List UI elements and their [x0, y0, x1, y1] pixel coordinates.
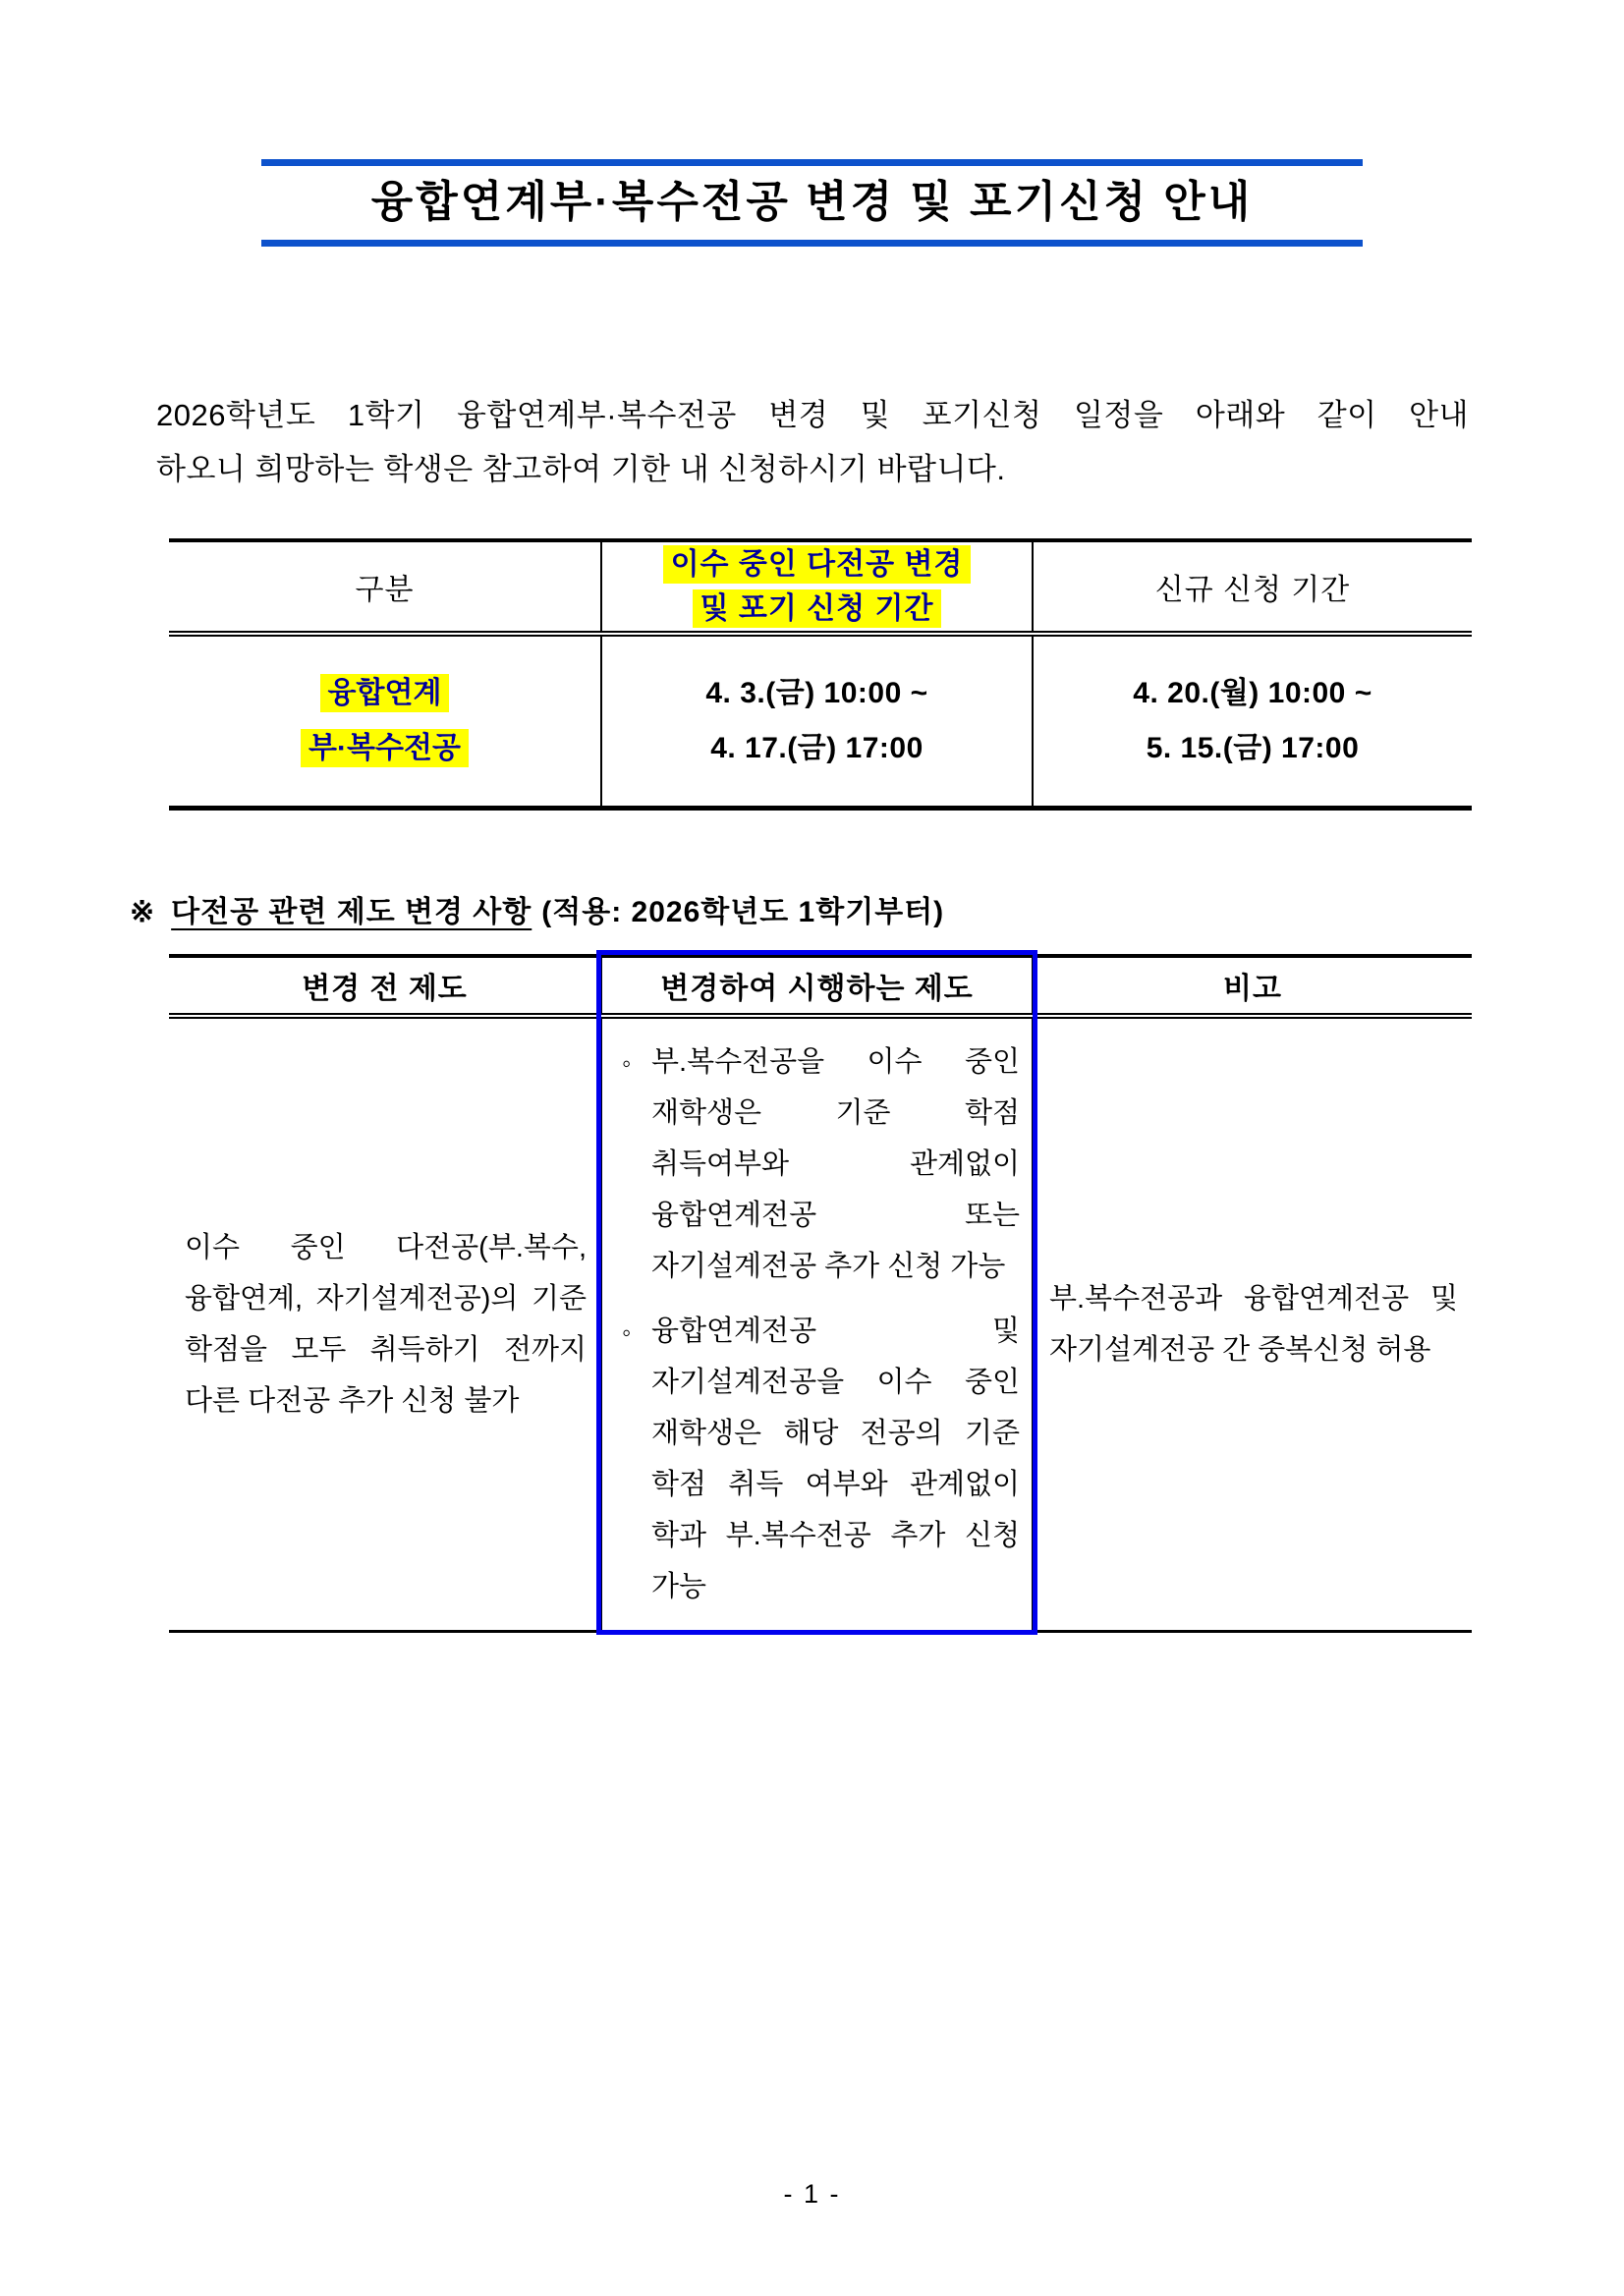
new-period-start: 4. 20.(월) 10:00 ~	[1133, 677, 1372, 709]
policy-cell-note: 부.복수전공과 융합연계전공 및 자기설계전공 간 중복신청 허용	[1033, 1016, 1472, 1632]
highlighted-division-line: 융합연계	[320, 674, 450, 712]
schedule-data-row	[169, 634, 1472, 809]
title-rule-bottom	[261, 240, 1363, 247]
intro-line-1: 2026학년도 1학기 융합연계부·복수전공 변경 및 포기신청 일정을 아래와 같이 안내	[156, 398, 1469, 432]
schedule-header-division: 구분	[169, 540, 601, 634]
circle-bullet-icon: ◦	[622, 1048, 632, 1078]
intro-line-2: 하오니 희망하는 학생은 참고하여 기한 내 신청하시기 바랍니다.	[156, 452, 1006, 486]
schedule-header-new-period: 신규 신청 기간	[1033, 540, 1472, 634]
policy-table	[169, 954, 1472, 1633]
title-rule-top	[261, 159, 1363, 166]
policy-data-row	[169, 1016, 1472, 1632]
policy-cell-before: 이수 중인 다전공(부.복수, 융합연계, 자기설계전공)의 기준 학점을 모두 취득하기 전까지 다른 다전공 추가 신청 불가	[169, 1016, 601, 1632]
policy-bullet-item	[602, 1036, 1020, 1292]
page-title: 융합연계부·복수전공 변경 및 포기신청 안내	[370, 178, 1254, 226]
policy-header-before: 변경 전 제도	[169, 956, 601, 1016]
policy-header-row	[169, 956, 1472, 1016]
policy-cell-after	[601, 1016, 1033, 1632]
policy-bullet-item	[602, 1306, 1020, 1612]
section-heading-suffix: (적용: 2026학년도 1학기부터)	[541, 896, 945, 928]
policy-bullet-text: 융합연계전공 및 자기설계전공을 이수 중인 재학생은 해당 전공의 기준 학점 취득 여부와 관계없이 학과 부.복수전공 추가 신청 가능	[651, 1316, 1020, 1602]
schedule-cell-new-period	[1033, 634, 1472, 809]
title-block	[261, 159, 1363, 247]
change-period-start: 4. 3.(금) 10:00 ~	[705, 677, 928, 709]
schedule-header-row	[169, 540, 1472, 634]
change-period-end: 4. 17.(금) 17:00	[710, 732, 924, 764]
reference-mark-icon: ※	[130, 896, 156, 928]
schedule-header-change-period	[601, 540, 1033, 634]
policy-table-wrap	[169, 954, 1472, 1633]
highlighted-division-line: 부·복수전공	[301, 729, 469, 767]
policy-header-note: 비고	[1033, 956, 1472, 1016]
schedule-cell-change-period	[601, 634, 1033, 809]
intro-paragraph	[156, 388, 1469, 496]
highlighted-header-line: 및 포기 신청 기간	[693, 589, 942, 628]
section-heading	[130, 887, 944, 930]
circle-bullet-icon: ◦	[622, 1317, 632, 1347]
section-heading-underlined: 다전공 관련 제도 변경 사항	[171, 896, 532, 928]
new-period-end: 5. 15.(금) 17:00	[1146, 732, 1360, 764]
page-number: - 1 -	[783, 2179, 841, 2209]
schedule-cell-division	[169, 634, 601, 809]
schedule-table	[169, 538, 1472, 811]
policy-bullet-text: 부.복수전공을 이수 중인 재학생은 기준 학점 취득여부와 관계없이 융합연계전공 또는 자기설계전공 추가 신청 가능	[651, 1046, 1020, 1282]
policy-header-after: 변경하여 시행하는 제도	[601, 956, 1033, 1016]
highlighted-header-line: 이수 중인 다전공 변경	[663, 545, 972, 584]
